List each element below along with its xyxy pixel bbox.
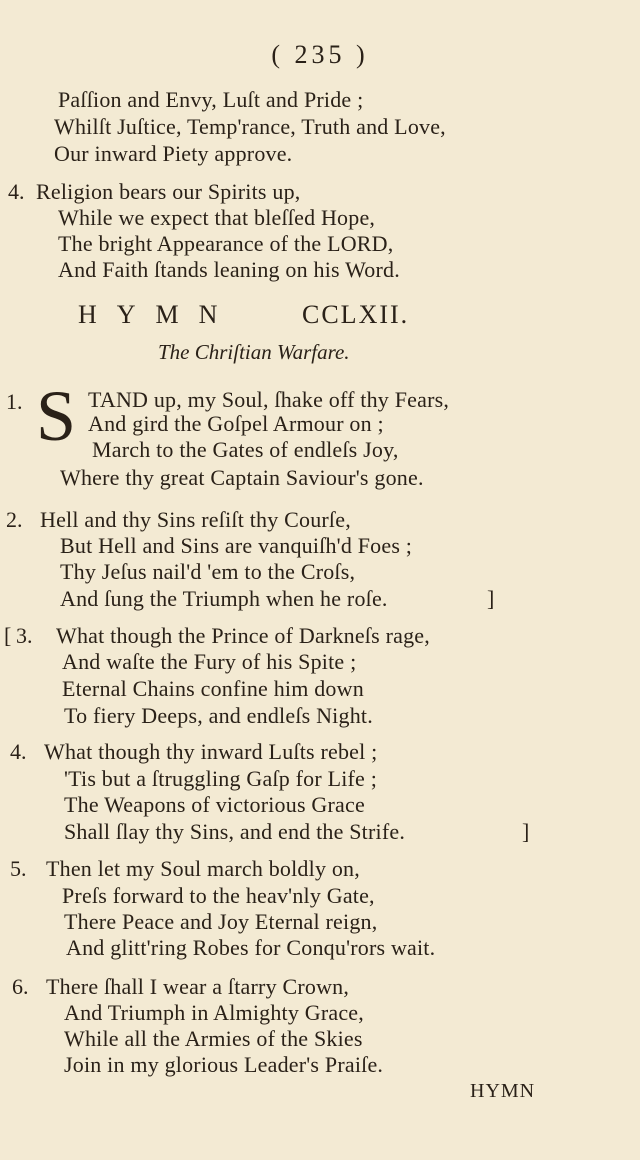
text-line: Religion bears our Spirits up,	[36, 179, 301, 204]
text-line: Hell and thy Sins reſiſt thy Courſe,	[40, 507, 351, 532]
text-line: And ſung the Triumph when he roſe.	[60, 586, 388, 611]
text-line: Paſſion and Envy, Luſt and Pride ;	[58, 87, 364, 112]
text-line: And Triumph in Almighty Grace,	[64, 1000, 364, 1025]
catchword: HYMN	[470, 1080, 536, 1102]
text-line: To fiery Deeps, and endleſs Night.	[64, 703, 373, 728]
text-line: 'Tis but a ſtruggling Gaſp for Life ;	[64, 766, 378, 791]
text-line: What though thy inward Luſts rebel ;	[44, 739, 378, 764]
editorial-bracket-open: [	[4, 623, 12, 648]
text-line: The Weapons of victorious Grace	[64, 792, 365, 817]
text-line: And gird the Goſpel Armour on ;	[88, 411, 384, 436]
verse-number: 6.	[12, 974, 29, 999]
drop-cap: S	[36, 376, 77, 456]
text-line: Thy Jeſus nail'd 'em to the Croſs,	[60, 559, 356, 584]
verse-number: 4.	[10, 739, 27, 764]
text-line: The bright Appearance of the LORD,	[58, 231, 394, 256]
text-line: Shall ſlay thy Sins, and end the Strife.	[64, 819, 406, 844]
text-line: Eternal Chains confine him down	[62, 676, 364, 701]
text-line: While all the Armies of the Skies	[64, 1026, 363, 1051]
text-line: TAND up, my Soul, ſhake off thy Fears,	[88, 387, 450, 412]
text-line: What though the Prince of Darkneſs rage,	[56, 623, 430, 648]
text-line: Join in my glorious Leader's Praiſe.	[64, 1052, 384, 1077]
text-line: And glitt'ring Robes for Conqu'rors wait.	[66, 935, 436, 960]
verse-number: 2.	[6, 507, 23, 532]
text-line: There ſhall I wear a ſtarry Crown,	[46, 974, 350, 999]
verse-number: 5.	[10, 856, 27, 881]
text-line: March to the Gates of endleſs Joy,	[92, 437, 399, 462]
page-number: ( 235 )	[271, 40, 369, 69]
text-line: Our inward Piety approve.	[54, 141, 293, 166]
text-line: There Peace and Joy Eternal reign,	[64, 909, 378, 934]
verse-number: 4.	[8, 179, 25, 204]
editorial-bracket-close: ]	[522, 819, 530, 844]
text-line: And Faith ſtands leaning on his Word.	[58, 257, 400, 282]
text-line: Where thy great Captain Saviour's gone.	[60, 465, 424, 490]
text-line: Whilſt Juſtice, Temp'rance, Truth and Love,	[54, 114, 446, 139]
text-line: And waſte the Fury of his Spite ;	[62, 649, 357, 674]
text-line: Preſs forward to the heav'nly Gate,	[62, 883, 375, 908]
verse-number: 3.	[16, 623, 33, 648]
verse-number: 1.	[6, 389, 23, 414]
text-line: Then let my Soul march boldly on,	[46, 856, 360, 881]
hymn-subtitle: The Chriſtian Warfare.	[158, 340, 350, 364]
text-line: While we expect that bleſſed Hope,	[58, 205, 376, 230]
hymn-heading: HYMN	[78, 300, 238, 329]
hymn-number: CCLXII.	[302, 300, 410, 329]
editorial-bracket-close: ]	[487, 586, 495, 611]
text-line: But Hell and Sins are vanquiſh'd Foes ;	[60, 533, 413, 558]
